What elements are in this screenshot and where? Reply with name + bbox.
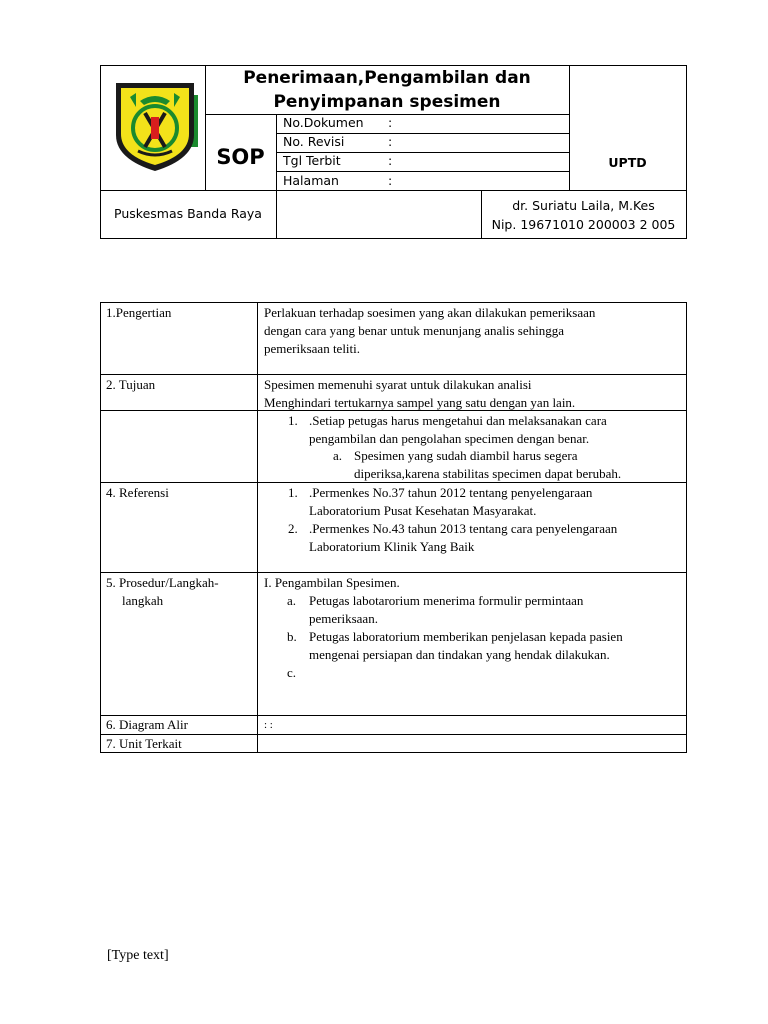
tujuan-label: 2. Tujuan: [106, 377, 156, 392]
text-line: pemeriksaan.: [309, 611, 378, 626]
emblem-shield-icon: [110, 73, 200, 173]
text-line: Laboratorium Klinik Yang Baik: [309, 539, 475, 554]
kebijakan-item-1-text: [309, 412, 683, 448]
tujuan-text: [264, 376, 682, 412]
pengertian-text: [264, 304, 682, 358]
diagram-value: : :: [264, 719, 273, 731]
diagram-label: 6. Diagram Alir: [106, 717, 188, 732]
signatory: [481, 196, 686, 234]
prosedur-label-line-1: 5. Prosedur/Langkah-: [106, 575, 219, 590]
title-line-2: Penyimpanan spesimen: [273, 92, 501, 112]
prosedur-item-a-text: [309, 592, 683, 628]
prosedur-item-b-num: b.: [287, 629, 297, 644]
text-line: pemeriksaan teliti.: [264, 341, 361, 356]
signatory-name: dr. Suriatu Laila, M.Kes: [512, 198, 655, 213]
referensi-item-1-text: [309, 484, 683, 520]
text-line: Petugas laboratorium memberikan penjelasan kepada pasien: [309, 629, 623, 644]
unit-label: 7. Unit Terkait: [106, 736, 182, 751]
text-line: pengambilan dan pengolahan specimen dengan benar.: [309, 431, 590, 446]
kebijakan-item-1-num: 1.: [288, 413, 298, 428]
text-line: Petugas labotarorium menerima formulir permintaan: [309, 593, 584, 608]
text-line: Spesimen yang sudah diambil harus segera: [354, 448, 578, 463]
text-line: Spesimen memenuhi syarat untuk dilakukan analisi: [264, 377, 532, 392]
field-no-revisi: [283, 134, 563, 152]
text-line: Laboratorium Pusat Kesehatan Masyarakat.: [309, 503, 537, 518]
prosedur-heading: I. Pengambilan Spesimen.: [264, 575, 400, 590]
field-tgl-terbit: [283, 153, 563, 171]
text-line: .Permenkes No.37 tahun 2012 tentang penyelengaraan: [309, 485, 593, 500]
field-value: :: [388, 134, 393, 149]
footer-text: [Type text]: [107, 948, 169, 963]
field-label: Tgl Terbit: [283, 153, 341, 168]
prosedur-item-a-num: a.: [287, 593, 297, 608]
prosedur-item-b-text: [309, 628, 683, 664]
title-line-1: Penerimaan,Pengambilan dan: [243, 68, 531, 88]
field-no-dokumen: [283, 115, 563, 133]
prosedur-item-c-num: c.: [287, 665, 297, 680]
logo: [110, 73, 200, 173]
field-label: Halaman: [283, 173, 339, 188]
text-line: Menghindari tertukarnya sampel yang satu dengan yan lain.: [264, 395, 576, 410]
text-line: .Permenkes No.43 tahun 2013 tentang cara penyelengaraan: [309, 521, 618, 536]
field-halaman: [283, 173, 563, 191]
field-label: No. Revisi: [283, 134, 345, 149]
field-value: :: [388, 173, 393, 188]
referensi-item-2-num: 2.: [288, 521, 298, 536]
kebijakan-sub-a-text: [354, 447, 684, 483]
field-value: :: [388, 153, 393, 168]
pengertian-label: 1.Pengertian: [106, 305, 172, 320]
text-line: diperiksa,karena stabilitas specimen dapat berubah.: [354, 466, 622, 481]
text-line: dengan cara yang benar untuk menunjang analis sehingga: [264, 323, 564, 338]
field-label: No.Dokumen: [283, 115, 364, 130]
text-line: mengenai persiapan dan tindakan yang hendak dilakukan.: [309, 647, 610, 662]
signatory-nip: Nip. 19671010 200003 2 005: [491, 217, 676, 232]
kebijakan-sub-a-num: a.: [333, 448, 343, 463]
document-title: [205, 66, 569, 114]
uptd-label: UPTD: [608, 155, 647, 170]
sop-label: SOP: [216, 145, 265, 169]
referensi-item-2-text: [309, 520, 683, 556]
text-line: Perlakuan terhadap soesimen yang akan dilakukan pemeriksaan: [264, 305, 596, 320]
referensi-label: 4. Referensi: [106, 485, 169, 500]
referensi-item-1-num: 1.: [288, 485, 298, 500]
text-line: .Setiap petugas harus mengetahui dan melaksanakan cara: [309, 413, 607, 428]
prosedur-label-line-2: langkah: [122, 593, 164, 608]
puskesmas-name: Puskesmas Banda Raya: [114, 206, 262, 221]
prosedur-label: [106, 574, 254, 610]
field-value: :: [388, 115, 393, 130]
